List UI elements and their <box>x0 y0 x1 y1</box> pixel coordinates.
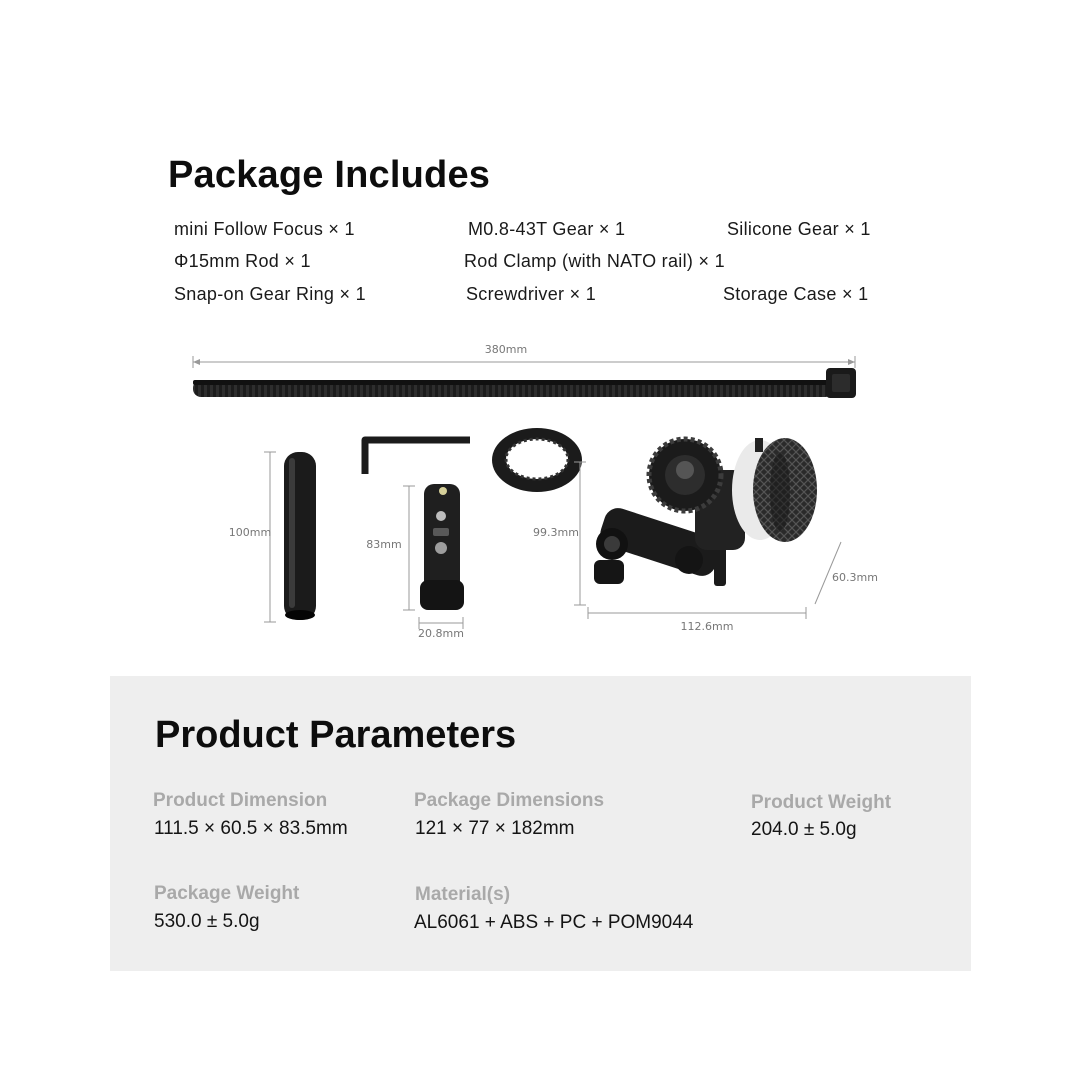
dimension-label-clamp-height: 83mm <box>366 538 402 551</box>
product-parameters-title: Product Parameters <box>155 714 517 756</box>
param-value-package-weight: 530.0 ± 5.0g <box>154 911 260 932</box>
dimension-label-gear-length: 380mm <box>484 343 528 356</box>
package-item-screwdriver: Screwdriver × 1 <box>466 284 597 304</box>
param-value-product-dimension: 111.5 × 60.5 × 83.5mm <box>154 818 348 839</box>
param-value-materials: AL6061 + ABS + PC + POM9044 <box>414 912 694 933</box>
package-item-gear: M0.8-43T Gear × 1 <box>468 219 626 239</box>
param-label-package-weight: Package Weight <box>154 883 300 904</box>
package-item-storage-case: Storage Case × 1 <box>723 284 869 304</box>
param-label-materials: Material(s) <box>415 884 511 905</box>
param-value-product-weight: 204.0 ± 5.0g <box>751 819 857 840</box>
rod <box>284 452 316 620</box>
dimension-label-clamp-width: 20.8mm <box>418 627 464 640</box>
package-item-rod-clamp: Rod Clamp (with NATO rail) × 1 <box>464 251 725 271</box>
rod-dimension <box>229 452 276 622</box>
package-item-gear-ring: Snap-on Gear Ring × 1 <box>174 284 366 304</box>
dimension-label-rod-length: 100mm <box>228 526 272 539</box>
package-item-rod: Φ15mm Rod × 1 <box>174 251 311 271</box>
gear-ring <box>492 428 582 492</box>
param-value-package-dimensions: 121 × 77 × 182mm <box>415 818 575 839</box>
screwdriver <box>365 440 470 474</box>
param-label-product-weight: Product Weight <box>751 792 892 813</box>
dimension-label-focus-depth: 60.3mm <box>832 571 878 584</box>
package-item-follow-focus: mini Follow Focus × 1 <box>174 219 355 239</box>
gear-strip <box>193 368 856 398</box>
dimension-label-focus-height: 99.3mm <box>533 526 579 539</box>
package-item-silicone-gear: Silicone Gear × 1 <box>727 219 871 239</box>
package-includes-title: Package Includes <box>168 154 491 196</box>
follow-focus-unit <box>594 438 817 586</box>
rod-clamp <box>420 484 464 610</box>
gear-strip-dimension <box>193 342 855 368</box>
param-label-product-dimension: Product Dimension <box>153 790 328 811</box>
dimension-label-focus-width: 112.6mm <box>680 620 734 633</box>
param-label-package-dimensions: Package Dimensions <box>414 790 605 811</box>
